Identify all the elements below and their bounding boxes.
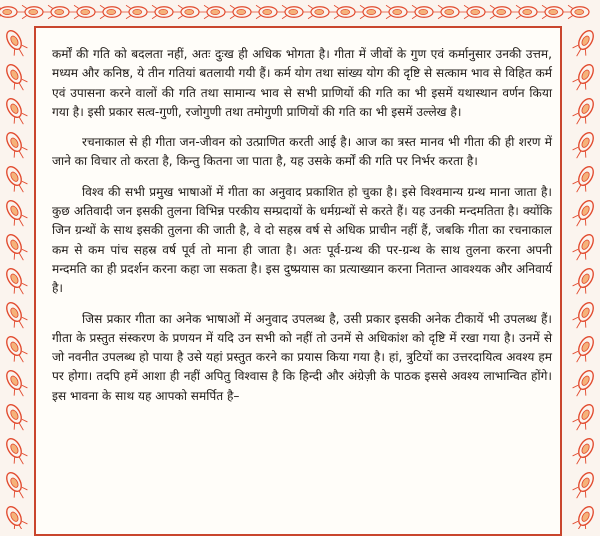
feather-motif	[2, 367, 30, 400]
feather-motif	[2, 503, 30, 529]
feather-motif	[538, 5, 564, 19]
feather-motif	[570, 333, 598, 366]
feather-motif	[570, 435, 598, 468]
feather-motif	[570, 129, 598, 162]
feather-motif	[2, 435, 30, 468]
feather-motif	[148, 5, 174, 19]
feather-motif	[2, 61, 30, 94]
feather-motif	[570, 95, 598, 128]
feather-motif	[382, 5, 408, 19]
feather-motif	[570, 469, 598, 502]
feather-motif	[122, 5, 148, 19]
feather-motif	[570, 231, 598, 264]
feather-motif	[570, 265, 598, 298]
feather-motif	[570, 299, 598, 332]
feather-border-left	[0, 0, 34, 529]
paragraph-3: विश्व की सभी प्रमुख भाषाओं में गीता का अनुवाद प्रकाशित हो चुका है। इसे विश्वमान्य ग्रन्थ माना जाता है। कुछ अतिवादी जन इसकी तुलना विभिन्न परकीय सम्प्रदायों के धर्मग्रन्थों से करते हैं। यह उनकी मन्दमतिता है। क्योंकि जिन ग्रन्थों के साथ इसकी तुलना की जाती है, वे दो सहस्र वर्ष से अधिक प्राचीन नहीं हैं, जबकि गीता का रचनाकाल कम से कम पांच सहस्र वर्ष पूर्व तो माना ही जाता है। अतः पूर्व-ग्रन्थ की पर-ग्रन्थ के साथ तुलना करना अपनी मन्दमति का ही प्रदर्शन करना कहा जा सकता है। इस दुष्प्रयास का प्रत्याख्यान करना नितान्त आवश्यक और अनिवार्य है।	[52, 184, 552, 296]
feather-motif	[570, 503, 598, 529]
feather-motif	[2, 163, 30, 196]
paragraph-1: कर्मों की गति को बदलता नहीं, अतः दुःख ही अधिक भोगता है। गीता में जीवों के गुण एवं कर्मानुसार उनकी उत्तम, मध्यम और कनिष्ठ, ये तीन गतियां बतलायी गयी हैं। कर्म योग तथा सांख्य योग की दृष्टि से सत्काम भाव से विहित कर्म एवं उपासना करने वालों की गति तथा सामान्य भाव से सभी प्राणियों की गति का भी इसमें यथास्थान वर्णन किया गया है। इसी प्रकार सत्व-गुणी, रजोगुणी तथा तमोगुणी प्राणियों की गति का भी इसमें उल्लेख है।	[52, 47, 552, 119]
feather-motif	[2, 27, 30, 60]
feather-motif	[278, 5, 304, 19]
feather-motif	[2, 333, 30, 366]
feather-motif	[330, 5, 356, 19]
feather-border-right	[566, 0, 600, 529]
feather-motif	[486, 5, 512, 19]
feather-motif	[570, 367, 598, 400]
feather-motif	[2, 265, 30, 298]
feather-motif	[174, 5, 200, 19]
feather-motif	[2, 299, 30, 332]
feather-motif	[570, 401, 598, 434]
body-text	[52, 45, 552, 417]
paragraph-2: रचनाकाल से ही गीता जन-जीवन को उत्प्राणित करती आई है। आज का त्रस्त मानव भी गीता की ही शरण में जाने का विचार तो करता है, किन्तु कितना जा पाता है, यह उसके कर्मों की गति पर निर्भर करता है।	[52, 135, 552, 169]
paragraph-4: जिस प्रकार गीता का अनेक भाषाओं में अनुवाद उपलब्ध है, उसी प्रकार इसकी अनेक टीकायें भी उपलब्ध हैं। गीता के प्रस्तुत संस्करण के प्रणयन में यदि उन सभी को नहीं तो उनमें से अधिकांश को दृष्टि में रखा गया है। उनमें से जो नवनीत उपलब्ध हो पाया है उसे यहां प्रस्तुत करने का प्रयास किया गया है। हां, त्रुटियों का उत्तरदायित्व अवश्य हम पर होगा। तदपि हमें आशा ही नहीं अपितु विश्वास है कि हिन्दी और अंग्रेज़ी के पाठक इससे अवश्य लाभान्वित होंगे। इस भावना के साथ यह आपको समर्पित है–	[52, 311, 552, 403]
feather-motif	[460, 5, 486, 19]
feather-motif	[570, 163, 598, 196]
feather-motif	[2, 231, 30, 264]
feather-motif	[2, 129, 30, 162]
feather-motif	[570, 27, 598, 60]
feather-motif	[356, 5, 382, 19]
feather-motif	[570, 197, 598, 230]
feather-motif	[434, 5, 460, 19]
feather-motif	[44, 5, 70, 19]
feather-motif	[304, 5, 330, 19]
feather-motif	[70, 5, 96, 19]
feather-motif	[2, 197, 30, 230]
feather-motif	[2, 469, 30, 502]
feather-motif	[2, 401, 30, 434]
feather-motif	[408, 5, 434, 19]
feather-motif	[96, 5, 122, 19]
feather-motif	[226, 5, 252, 19]
feather-motif	[252, 5, 278, 19]
feather-motif	[570, 61, 598, 94]
feather-motif	[2, 95, 30, 128]
feather-motif	[200, 5, 226, 19]
feather-motif	[512, 5, 538, 19]
